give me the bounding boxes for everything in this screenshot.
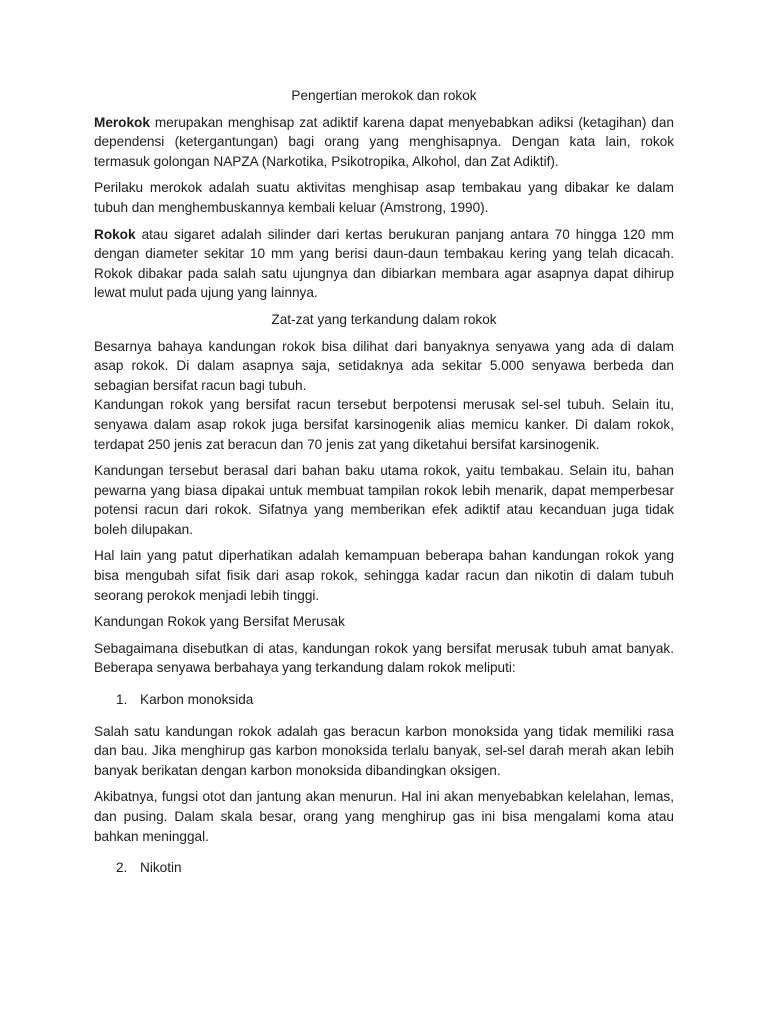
- document-title: Pengertian merokok dan rokok: [291, 88, 477, 103]
- term-merokok: Merokok: [94, 114, 150, 130]
- paragraph-merokok: [94, 113, 674, 172]
- term-rokok: Rokok: [94, 226, 136, 242]
- list-number: 1.: [116, 692, 128, 708]
- paragraph-senyawa: Sebagaimana disebutkan di atas, kandungan rokok yang bersifat merusak tubuh amat banyak. Beberapa senyawa berbahaya yang terkandung dalam rokok meliputi:: [94, 640, 674, 676]
- section-heading-merusak: Kandungan Rokok yang Bersifat Merusak: [94, 614, 345, 630]
- section-subtitle: Zat-zat yang terkandung dalam rokok: [271, 311, 497, 327]
- paragraph-sifat-fisik: Hal lain yang patut diperhatikan adalah kemampuan beberapa bahan kandungan rokok yang bisa mengubah sifat fisik dari asap rokok, sehingga kadar racun dan nikotin di dalam tubuh seorang perokok menjadi lebih tinggi.: [94, 548, 674, 603]
- document-page: [94, 86, 674, 890]
- paragraph-merokok-text: merupakan menghisap zat adiktif karena dapat menyebabkan adiksi (ketagihan) dan dependensi (ketergantungan) bagi orang yang menghisapnya. Dengan kata lain, rokok termasuk golongan NAPZA (Narkotika, Psikotropika, Alkohol, dan Zat Adiktif).: [94, 114, 674, 169]
- paragraph-rokok-text: atau sigaret adalah silinder dari kertas berukuran panjang antara 70 hingga 120 mm dengan diameter sekitar 10 mm yang berisi daun-daun tembakau kering yang telah dicacah. Rokok dibakar pada salah satu ujungnya dan dibiarkan membara agar asapnya dapat dihirup lewat mulut pada ujung yang lainnya.: [94, 226, 674, 301]
- paragraph-karbon-monoksida: Salah satu kandungan rokok adalah gas beracun karbon monoksida yang tidak memiliki rasa dan bau. Jika menghirup gas karbon monoksida terlalu banyak, sel-sel darah merah akan lebih banyak berikatan dengan karbon monoksida dibandingkan oksigen.: [94, 723, 674, 778]
- paragraph-perilaku: Perilaku merokok adalah suatu aktivitas menghisap asap tembakau yang dibakar ke dalam tubuh dan menghembuskannya kembali keluar (Amstrong, 1990).: [94, 180, 674, 215]
- paragraph-bahaya: Besarnya bahaya kandungan rokok bisa dilihat dari banyaknya senyawa yang ada di dalam asap rokok. Di dalam asapnya saja, setidaknya ada sekitar 5.000 senyawa berbeda dan sebagian bersifat racun bagi tubuh.: [94, 338, 674, 393]
- list-item: [94, 690, 674, 710]
- paragraph-rokok: [94, 225, 674, 303]
- paragraph-tembakau: Kandungan tersebut berasal dari bahan baku utama rokok, yaitu tembakau. Selain itu, bahan pewarna yang biasa dipakai untuk membuat tampilan rokok lebih menarik, dapat memperbesar potensi racun dari rokok. Sifatnya yang memberikan efek adiktif atau kecanduan juga tidak boleh dilupakan.: [94, 463, 674, 537]
- list-number: 2.: [116, 860, 128, 876]
- list-label: Karbon monoksida: [140, 692, 254, 708]
- paragraph-akibat: Akibatnya, fungsi otot dan jantung akan menurun. Hal ini akan menyebabkan kelelahan, lemas, dan pusing. Dalam skala besar, orang yang menghirup gas ini bisa mengalami koma atau bahkan meninggal.: [94, 789, 674, 844]
- list-item: [94, 858, 674, 878]
- list-label: Nikotin: [140, 860, 182, 876]
- paragraph-racun: Kandungan rokok yang bersifat racun tersebut berpotensi merusak sel-sel tubuh. Selain itu, senyawa dalam asap rokok juga bersifat karsinogenik alias memicu kanker. Di dalam rokok, terdapat 250 jenis zat beracun dan 70 jenis zat yang diketahui bersifat karsinogenik.: [94, 397, 674, 452]
